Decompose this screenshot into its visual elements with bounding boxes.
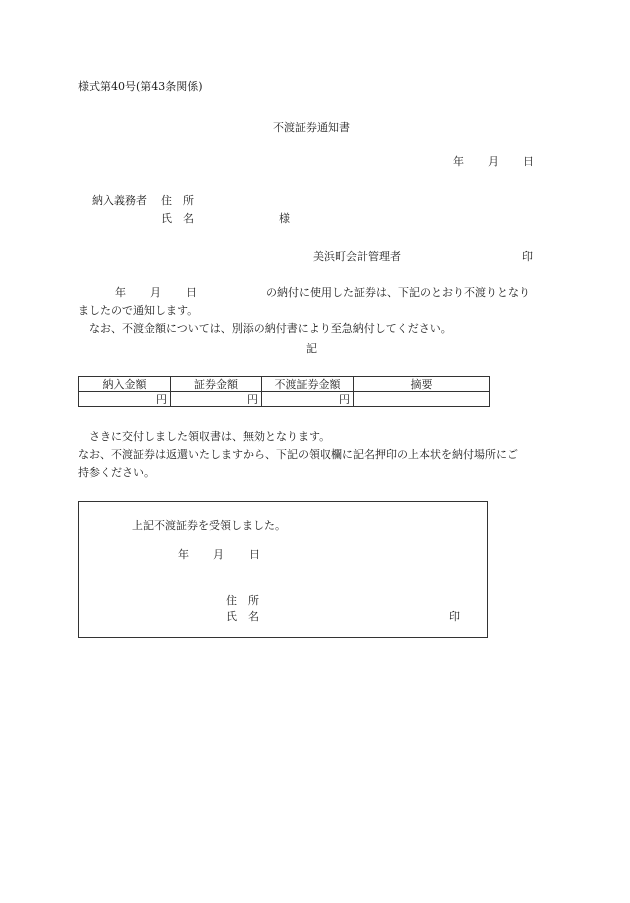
ki-heading: 記: [306, 342, 317, 355]
header-security-amount: 証券金額: [171, 377, 262, 392]
notice-year: 年: [115, 286, 126, 299]
recipient-address-label: 住 所: [161, 194, 194, 207]
header-payment-amount: 納入金額: [79, 377, 171, 392]
notice-day: 日: [186, 286, 197, 299]
closing-line2: なお、不渡証券は返還いたしますから、下記の領収欄に記名押印の上本状を納付場所にご: [78, 448, 518, 461]
receipt-month: 月: [213, 548, 224, 561]
cell-remarks: [354, 392, 490, 407]
recipient-role: 納入義務者: [92, 194, 147, 207]
form-number: 様式第40号(第43条関係): [78, 80, 203, 93]
receipt-year: 年: [178, 548, 189, 561]
recipient-name-label: 氏 名: [161, 212, 194, 225]
date-year: 年: [453, 155, 464, 168]
cell-dishonored-amount: 円: [262, 392, 354, 407]
amount-table-row: [79, 392, 490, 407]
cell-security-amount: 円: [171, 392, 262, 407]
header-remarks: 摘要: [354, 377, 490, 392]
cell-payment-amount: 円: [79, 392, 171, 407]
receipt-address-label: 住 所: [226, 594, 259, 607]
receipt-statement: 上記不渡証券を受領しました。: [132, 519, 286, 532]
document-title: 不渡証券通知書: [273, 121, 350, 134]
date-day: 日: [523, 155, 534, 168]
header-dishonored-amount: 不渡証券金額: [262, 377, 354, 392]
receipt-day: 日: [249, 548, 260, 561]
date-month: 月: [488, 155, 499, 168]
notice-line1: の納付に使用した証券は、下記のとおり不渡りとなり: [266, 286, 530, 299]
issuer-seal: 印: [522, 250, 533, 263]
recipient-honorific: 様: [279, 212, 290, 225]
issuer-name: 美浜町会計管理者: [313, 250, 401, 263]
notice-month: 月: [150, 286, 161, 299]
receipt-name-label: 氏 名: [226, 610, 259, 623]
notice-line2: ましたので通知します。: [78, 304, 199, 317]
amount-table: [78, 376, 490, 407]
receipt-seal: 印: [449, 610, 460, 623]
closing-line1: さきに交付しました領収書は、無効となります。: [78, 430, 331, 443]
notice-line3: なお、不渡金額については、別添の納付書により至急納付してください。: [78, 322, 452, 335]
amount-table-header-row: [79, 377, 490, 392]
closing-line3: 持参ください。: [78, 466, 155, 479]
